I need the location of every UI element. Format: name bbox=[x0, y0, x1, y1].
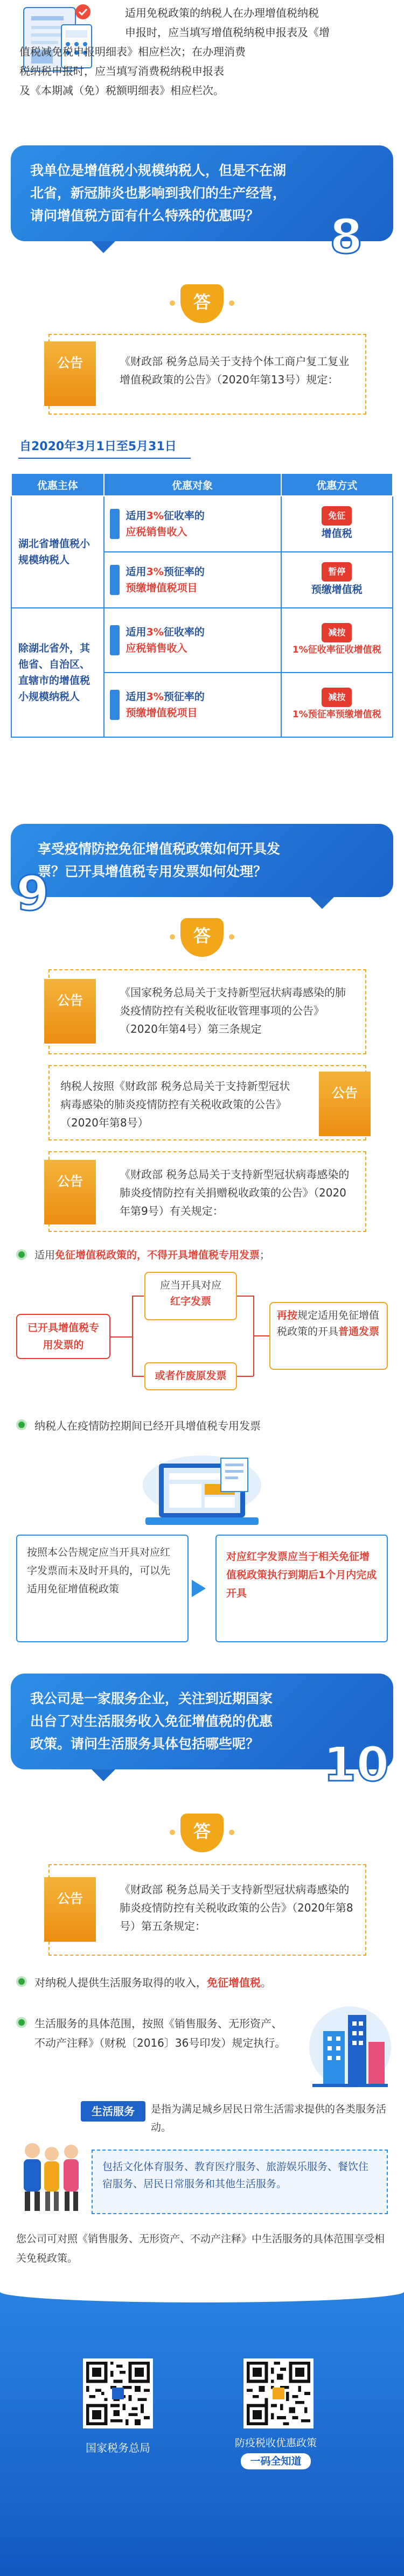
flow-connector bbox=[237, 1296, 253, 1297]
question-line: 北省，新冠肺炎也影响到我们的生产经营， bbox=[30, 185, 287, 201]
question-line: 享受疫情防控免征增值税政策如何开具发 bbox=[38, 841, 281, 857]
period-heading: 自2020年3月1日至5月31日 bbox=[19, 440, 177, 453]
qr-label: 国家税务总局 bbox=[86, 2441, 150, 2454]
intro-line: 税纳税申报时，应当填写消费税纳税申报表 bbox=[19, 65, 224, 78]
cell-rate: 3% bbox=[146, 691, 164, 703]
table-cell-way bbox=[281, 673, 393, 737]
flow-text-highlight: 红字发票 bbox=[170, 1296, 211, 1307]
question-number: 9 bbox=[16, 866, 50, 921]
cell-text: 适用 bbox=[126, 626, 147, 638]
answer-badge bbox=[170, 918, 234, 957]
announcement-text: 《财政部 税务总局关于支持新型冠状病毒感染的肺炎疫情防控有关税收政策的公告》（2020年第8号）第五条规定： bbox=[120, 1883, 353, 1933]
cell-text: 征收率的 bbox=[163, 510, 205, 522]
table-header: 优惠主体 bbox=[11, 473, 104, 496]
info-card-right bbox=[215, 1535, 388, 1642]
banner-tail bbox=[92, 1769, 115, 1781]
announcement-tag bbox=[44, 1160, 96, 1224]
cell-object: 预缴增值税项目 bbox=[126, 707, 198, 719]
flow-box-issued: 已开具增值税专用发票的 bbox=[16, 1314, 110, 1359]
cell-text: 预征率的 bbox=[163, 566, 205, 578]
flow-connector bbox=[237, 1376, 253, 1377]
bullet-dot bbox=[16, 1419, 27, 1430]
flow-connector bbox=[132, 1296, 144, 1297]
intro-line: 值税减免税申报明细表》相应栏次；在办理消费 bbox=[19, 45, 246, 58]
question-line: 我单位是增值税小规模纳税人，但是不在湖 bbox=[30, 163, 287, 178]
intro-line: 适用免税政策的纳税人在办理增值税纳税 bbox=[125, 6, 319, 19]
table-header: 优惠方式 bbox=[281, 473, 393, 496]
intro-line: 及《本期减（免）税额明细表》相应栏次。 bbox=[19, 84, 224, 97]
bullet-text-part: 对纳税人提供生活服务取得的收入， bbox=[34, 1976, 207, 1989]
announcement-tag-label: 公告 bbox=[57, 993, 83, 1008]
bullet-text-part: 。 bbox=[261, 1976, 271, 1989]
card-arrow bbox=[192, 1580, 206, 1597]
qr-label-line: 防疫税收优惠政策 bbox=[234, 2437, 317, 2449]
flow-box-red-invoice bbox=[144, 1272, 237, 1320]
qr-code-policy[interactable] bbox=[243, 2358, 314, 2428]
announcement-text: 《财政部 税务总局关于支持个体工商户复工复业增值税政策的公告》（2020年第13号）规定： bbox=[120, 355, 350, 386]
table-cell-object bbox=[104, 608, 281, 673]
question-line: 请问增值税方面有什么特殊的优惠吗？ bbox=[30, 208, 260, 223]
table-row bbox=[11, 608, 393, 673]
question-line: 票？已开具增值税专用发票如何处理？ bbox=[38, 864, 267, 879]
announcement-text: 《财政部 税务总局关于支持新型冠状病毒感染的肺炎疫情防控有关捐赠税收政策的公告》（2020年第9号）有关规定： bbox=[120, 1168, 350, 1217]
announcement-tag-label: 公告 bbox=[57, 1174, 83, 1189]
cell-way-text: 预缴增值税 bbox=[311, 584, 363, 596]
info-card-left bbox=[16, 1535, 189, 1642]
announcement-tag-label: 公告 bbox=[57, 355, 83, 370]
bullet-text-part: 适用 bbox=[34, 1249, 55, 1261]
cell-text: 适用 bbox=[126, 691, 147, 703]
question-number: 10 bbox=[323, 1737, 389, 1792]
question-line: 出台了对生活服务收入免征增值税的优惠 bbox=[30, 1713, 273, 1729]
announcement-tag-label: 公告 bbox=[57, 1891, 83, 1906]
question-line: 政策。请问生活服务具体包括哪些呢？ bbox=[30, 1736, 260, 1752]
bullet-dot bbox=[16, 1976, 27, 1987]
banner-tail bbox=[310, 897, 334, 909]
bullet-text bbox=[34, 1247, 270, 1262]
announcement-tag bbox=[44, 341, 96, 406]
bullet-text bbox=[34, 1974, 271, 1990]
qr-label bbox=[233, 2435, 319, 2469]
bullet-dot bbox=[16, 2017, 27, 2028]
cell-object: 应税销售收入 bbox=[126, 642, 187, 654]
question-9-banner bbox=[11, 824, 393, 897]
answer-badge bbox=[170, 1814, 234, 1852]
life-service-tag: 生活服务 bbox=[81, 2101, 145, 2122]
cell-text: 适用 bbox=[126, 510, 147, 522]
bullet-text-part: ； bbox=[260, 1249, 270, 1261]
announcement-tag bbox=[44, 1877, 96, 1942]
flow-text: 应当开具对应 bbox=[159, 1279, 221, 1291]
cell-way-text: 增值税 bbox=[321, 528, 352, 540]
table-cell-object bbox=[104, 496, 281, 552]
announcement-tag bbox=[319, 1072, 371, 1136]
question-line: 我公司是一家服务企业，关注到近期国家 bbox=[30, 1691, 273, 1706]
announcement-box bbox=[48, 1065, 366, 1140]
announcement-box bbox=[48, 1864, 366, 1956]
bullet-text: 生活服务的具体范围，按照《销售服务、无形资产、不动产注释》（财税〔2016〕36号印发）规定执行。 bbox=[34, 2017, 286, 2049]
announcement-text: 《国家税务总局关于支持新型冠状病毒感染的肺炎疫情防控有关税收征收管理事项的公告》（2020年第4号）第三条规定 bbox=[120, 986, 346, 1035]
laptop-illustration bbox=[140, 1453, 264, 1534]
info-card-text: 按照本公告规定应当开具对应红字发票而未及时开具的，可以先适用免征增值税政策 bbox=[27, 1546, 171, 1595]
footer bbox=[0, 2281, 404, 2576]
cell-text: 预征率的 bbox=[163, 691, 205, 703]
table-cell-subject: 湖北省增值税小规模纳税人 bbox=[11, 496, 104, 608]
scope-text: 包括文化体育服务、教育医疗服务、旅游娱乐服务、餐饮住宿服务、居民日常服务和其他生活服务。 bbox=[102, 2161, 369, 2190]
flow-box-reissue bbox=[269, 1302, 388, 1370]
cell-rate: 3% bbox=[146, 510, 164, 522]
period-underline bbox=[18, 458, 191, 459]
answer-badge bbox=[170, 284, 234, 323]
announcement-text: 纳税人按照《财政部 税务总局关于支持新型冠状病毒感染的肺炎疫情防控有关税收政策的公告》（2020年第8号） bbox=[60, 1080, 290, 1129]
answer-label: 答 bbox=[180, 918, 224, 957]
flow-text-highlight: 再按 bbox=[277, 1310, 298, 1321]
flow-text-highlight: 普通发票 bbox=[338, 1326, 380, 1338]
flow-connector bbox=[110, 1336, 132, 1338]
cell-way-text: 1%预征率预缴增值税 bbox=[292, 709, 381, 720]
question-number: 8 bbox=[330, 209, 363, 264]
cell-object: 预缴增值税项目 bbox=[126, 582, 198, 594]
life-service-desc: 是指为满足城乡居民日常生活需求提供的各类服务活动。 bbox=[151, 2103, 387, 2133]
info-card-text: 对应红字发票应当于相关免征增值税政策执行到期后1个月内完成开具 bbox=[226, 1551, 377, 1599]
policy-table bbox=[11, 473, 393, 738]
flow-connector bbox=[132, 1296, 133, 1376]
bullet-text-highlight: 免征增值税政策的，不得开具增值税专用发票 bbox=[55, 1249, 260, 1261]
bullet-dot bbox=[16, 1249, 27, 1260]
table-cell-way bbox=[281, 496, 393, 552]
bullet-text: 纳税人在疫情防控期间已经开具增值税专用发票 bbox=[34, 1419, 261, 1432]
closing-text: 您公司可对照《销售服务、无形资产、不动产注释》中生活服务的具体范围享受相关免税政策。 bbox=[16, 2233, 385, 2264]
flow-connector bbox=[132, 1376, 144, 1377]
table-cell-object bbox=[104, 552, 281, 608]
badge-suspend: 暂停 bbox=[322, 562, 352, 582]
flow-connector bbox=[253, 1335, 269, 1336]
intro-text bbox=[19, 3, 394, 100]
announcement-box bbox=[48, 969, 366, 1054]
bullet-text-highlight: 免征增值税 bbox=[207, 1976, 261, 1989]
cell-text: 适用 bbox=[126, 566, 147, 578]
announcement-box bbox=[48, 334, 366, 415]
table-cell-subject: 除湖北省外，其他省、自治区、直辖市的增值税小规模纳税人 bbox=[11, 608, 104, 737]
flow-box-void: 或者作废原发票 bbox=[144, 1362, 237, 1390]
announcement-box bbox=[48, 1151, 366, 1232]
people-illustration bbox=[16, 2138, 86, 2213]
cell-rate: 3% bbox=[146, 626, 164, 638]
answer-label: 答 bbox=[180, 1814, 224, 1852]
table-cell-object bbox=[104, 673, 281, 737]
answer-label: 答 bbox=[180, 284, 224, 323]
table-row bbox=[11, 496, 393, 552]
flow-text: 规定适用免征增值税政策的开具 bbox=[277, 1310, 380, 1338]
cell-object: 应税销售收入 bbox=[126, 526, 187, 538]
table-cell-way bbox=[281, 552, 393, 608]
banner-tail bbox=[92, 241, 115, 253]
qr-label-line: 一码全知道 bbox=[241, 2453, 311, 2469]
badge-reduce: 减按 bbox=[322, 688, 352, 707]
qr-code-tax-bureau[interactable] bbox=[83, 2358, 153, 2428]
cell-way-text: 1%征收率征收增值税 bbox=[292, 645, 381, 655]
badge-exempt: 免征 bbox=[322, 506, 352, 526]
cell-text: 征收率的 bbox=[163, 626, 205, 638]
intro-line: 申报时，应当填写增值税纳税申报表及《增 bbox=[125, 26, 330, 39]
life-service-scope-box bbox=[92, 2150, 388, 2214]
announcement-tag bbox=[44, 979, 96, 1044]
cell-rate: 3% bbox=[146, 566, 164, 578]
buildings-illustration bbox=[302, 1999, 393, 2090]
table-cell-way bbox=[281, 608, 393, 673]
announcement-tag-label: 公告 bbox=[332, 1086, 358, 1101]
badge-reduce: 减按 bbox=[322, 623, 352, 642]
footer-wave bbox=[0, 2281, 404, 2302]
table-header: 优惠对象 bbox=[104, 473, 281, 496]
